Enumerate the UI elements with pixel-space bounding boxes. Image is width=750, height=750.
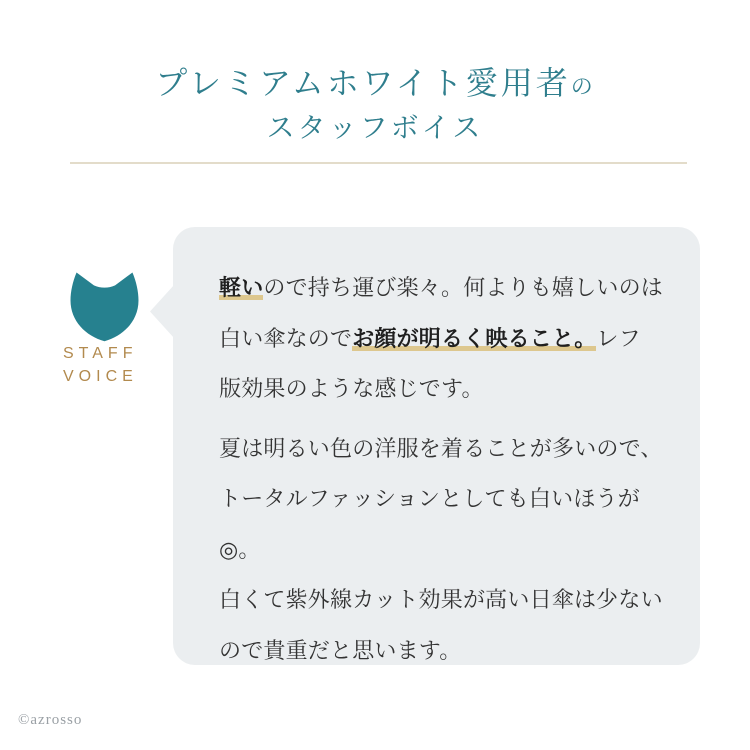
watermark: ©azrosso [18,712,83,728]
bubble-text-segment: 版効果のような感じです。 [219,376,484,401]
speech-bubble-text [219,263,681,676]
bubble-paragraph [219,263,681,415]
staff-voice-label [63,342,138,388]
staff-voice-label-line1: STAFF [63,345,138,362]
speech-bubble-tail [150,285,174,338]
highlighted-text: お顔が明るく映ること。 [352,325,597,351]
bubble-text-segment: レフ [596,325,641,351]
page-title [0,60,750,148]
bubble-text-segment: トータルファッションとしても白いほうが◎。 [219,486,640,562]
bubble-paragraph [219,424,681,677]
bubble-text-segment: ので持ち運び楽々。何よりも嬉しいのは [263,275,664,300]
page-title-line1-particle: の [570,74,595,99]
bubble-text-segment: 夏は明るい色の洋服を着ることが多いので、 [219,435,663,461]
staff-voice-label-line2: VOICE [63,368,138,385]
page-title-line1-main: プレミアムホワイト愛用者 [155,65,571,101]
bubble-text-segment: 白い傘なので [219,325,353,351]
cat-icon [66,271,143,342]
bubble-text-segment: 白くて紫外線カット効果が高い日傘は少ない [219,587,663,612]
page-title-line1 [0,60,750,110]
bubble-text-segment: ので貴重だと思います。 [219,637,462,663]
highlighted-text: 軽い [219,275,264,300]
page-title-line2: スタッフボイス [266,113,484,144]
divider-line [70,162,687,164]
speech-bubble [173,227,700,665]
